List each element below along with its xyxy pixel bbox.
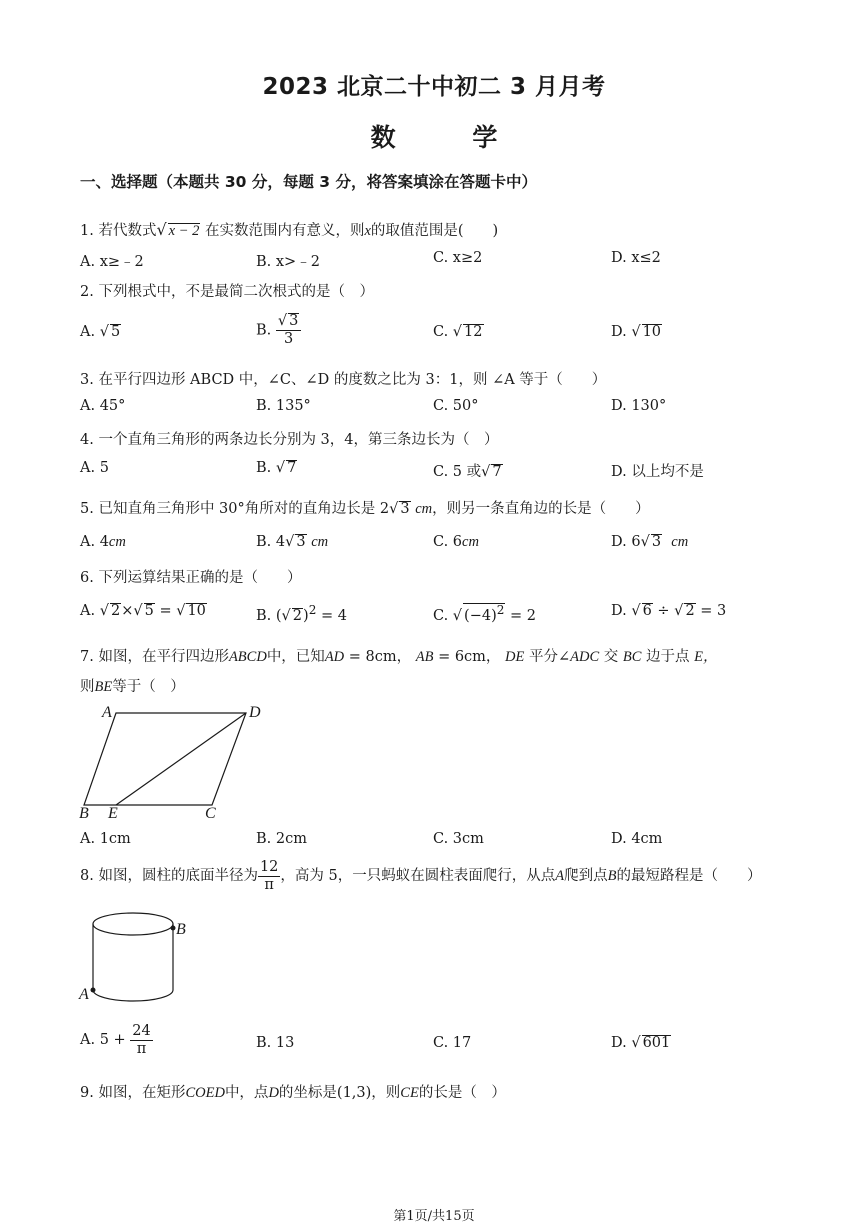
fraction: $\frac{12}{\pi}$	[259, 859, 279, 893]
label-d: D	[249, 704, 261, 721]
question-text: 的取值范围是( )	[370, 223, 499, 239]
option-c: C. 6cm	[433, 534, 479, 550]
question-6: 6. 下列运算结果正确的是（ ）	[80, 570, 302, 586]
option-d: D. 6√ 3 cm	[611, 534, 689, 550]
option-a: A. x≥﹣2	[80, 254, 144, 270]
option-d: D. √ 6 ÷ √ 2 = 3	[611, 603, 727, 619]
segment-de	[116, 713, 246, 805]
option-a: A. 45°	[80, 398, 126, 414]
option-b: B. $\frac{√ 3}{3}$	[256, 313, 301, 348]
option-b: B. 13	[256, 1035, 295, 1051]
label-b: B	[79, 805, 89, 822]
parallelogram-shape	[84, 713, 246, 805]
option-b: B. (√ 2)$^2$ = 4	[256, 603, 347, 624]
label-e: E	[108, 805, 118, 822]
option-a: A. √ 5	[80, 324, 121, 340]
question-9: 9. 如图，在矩形COED中，点D的坐标是(1,3)，则CE的长是（ ）	[80, 1085, 506, 1101]
point-a	[91, 988, 96, 993]
option-d: D. √ 10	[611, 324, 662, 340]
subject-title: 数 学	[370, 123, 532, 152]
question-8: 8. 如图，圆柱的底面半径为 $\frac{12}{\pi}$ ，高为 5，一只蚂蚁在圆柱表面爬行，从点A爬到点B的最短路程是（ ）	[80, 859, 762, 893]
option-b: B. 4√ 3 cm	[256, 534, 329, 550]
option-c: C. 5 或√ 7	[433, 464, 502, 480]
option-c: C. √ 12	[433, 324, 483, 340]
label-b: B	[176, 921, 186, 938]
radical-sign: √	[156, 220, 167, 239]
option-c: C. 50°	[433, 398, 479, 414]
option-a: A. 5	[80, 460, 109, 476]
question-4: 4. 一个直角三角形的两条边长分别为 3，4，第三条边长为（ ）	[80, 432, 499, 448]
option-b: B. 135°	[256, 398, 311, 414]
question-7: 7. 如图，在平行四边形ABCD中，已知AD = 8cm， AB = 6cm， DE 平分∠ADC 交 BC 边于点 E，	[80, 649, 718, 665]
question-7-line-2: 则BE等于（ ）	[80, 679, 185, 695]
question-5: 5. 已知直角三角形中 30°角所对的直角边长是 2√ 3 cm，则另一条直角边的长是（ ）	[80, 501, 650, 517]
label-a: A	[102, 704, 112, 721]
fraction: $\frac{√ 3}{3}$	[276, 313, 301, 348]
question-1	[80, 219, 498, 240]
page-footer: 第1页/共15页	[393, 1209, 475, 1224]
option-a: A. 5 + $\frac{24}{\pi}$	[80, 1023, 151, 1057]
fraction: $\frac{24}{\pi}$	[132, 1023, 151, 1057]
cylinder-bottom	[93, 990, 173, 1001]
option-b: B. 2cm	[256, 831, 307, 847]
option-a: A. 1cm	[80, 831, 131, 847]
parallelogram-figure	[74, 700, 274, 824]
question-text: 在实数范围内有意义，则	[204, 223, 365, 239]
cylinder-top	[93, 913, 173, 935]
option-d: D. 130°	[611, 398, 667, 414]
label-c: C	[205, 805, 216, 822]
cylinder-figure	[74, 906, 204, 1014]
variable: x	[364, 223, 371, 239]
exam-title: 2023 北京二十中初二 3 月月考	[262, 74, 606, 100]
option-d: D. 4cm	[611, 831, 663, 847]
option-a: A. √ 2×√ 5 = √ 10	[80, 603, 206, 619]
option-c: C. 3cm	[433, 831, 484, 847]
option-b: B. x>﹣2	[256, 254, 320, 270]
question-2: 2. 下列根式中，不是最简二次根式的是（ ）	[80, 284, 374, 300]
question-3: 3. 在平行四边形 ABCD 中，∠C、∠D 的度数之比为 3：1，则 ∠A 等于（ ）	[80, 372, 607, 388]
point-b	[171, 926, 176, 931]
option-d: D. 以上均不是	[611, 464, 704, 480]
option-c: C. 17	[433, 1035, 472, 1051]
option-c: C. x≥2	[433, 250, 483, 266]
option-d: D. x≤2	[611, 250, 661, 266]
option-d: D. √ 601	[611, 1035, 671, 1051]
option-b: B. √ 7	[256, 460, 297, 476]
section-heading: 一、选择题（本题共 30 分，每题 3 分，将答案填涂在答题卡中）	[80, 173, 537, 191]
label-a: A	[79, 986, 89, 1003]
radicand: x − 2	[168, 223, 200, 239]
option-c: C. √ $(-4)^2 = 2$	[433, 603, 537, 624]
option-a: A. 4cm	[80, 534, 126, 550]
question-text: 1. 若代数式	[80, 223, 157, 239]
